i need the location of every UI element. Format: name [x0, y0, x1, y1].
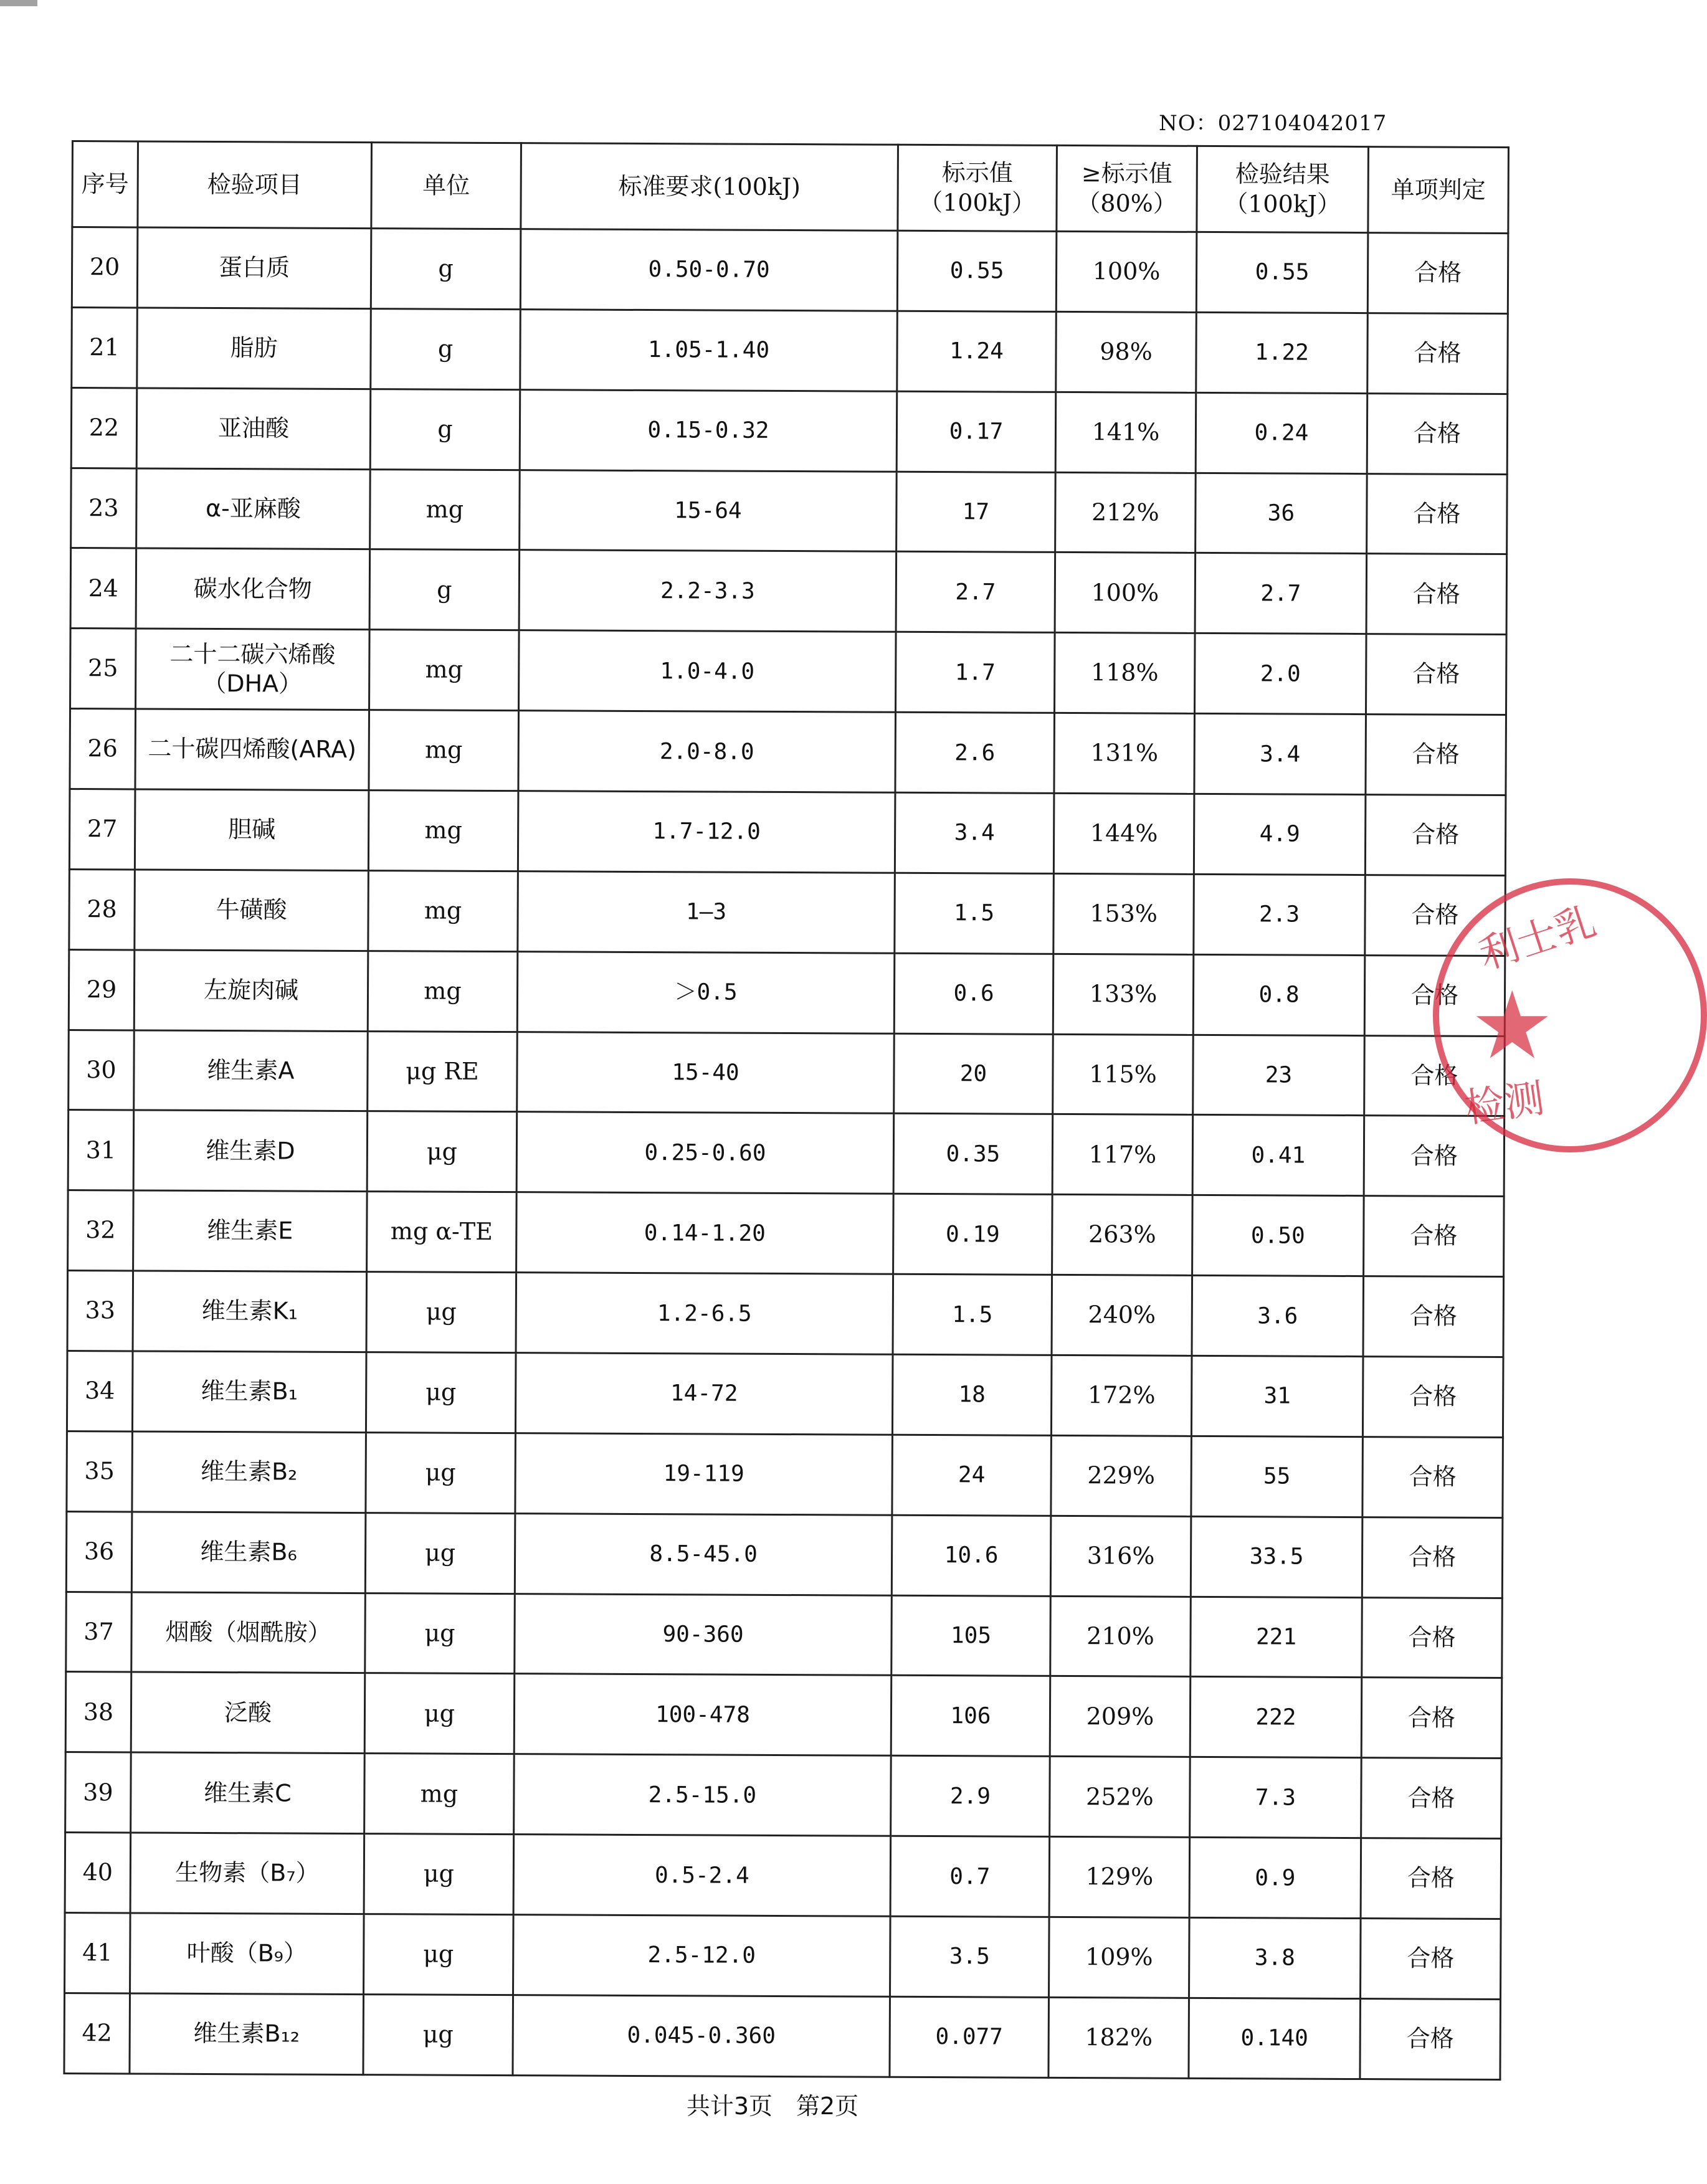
cell-standard: 8.5-45.0 [515, 1513, 892, 1595]
scan-artifact [0, 0, 37, 6]
cell-label-value: 24 [892, 1435, 1052, 1516]
table-row [69, 789, 1506, 876]
cell-ratio: 131% [1054, 713, 1195, 794]
cell-ratio: 118% [1055, 633, 1196, 714]
cell-unit: μg [364, 1673, 515, 1754]
cell-ratio: 172% [1051, 1355, 1192, 1436]
cell-label-value: 2.6 [895, 712, 1055, 793]
cell-unit: μg RE [368, 1031, 518, 1112]
cell-ratio: 109% [1049, 1917, 1190, 1998]
cell-unit: mg [368, 791, 518, 871]
header-label-value: 标示值 （100kJ） [898, 145, 1057, 231]
cell-standard: 0.045-0.360 [513, 1995, 890, 2077]
cell-result: 0.8 [1193, 954, 1365, 1035]
cell-ratio: 229% [1051, 1435, 1192, 1516]
table-row [70, 548, 1507, 635]
cell-seq: 29 [69, 949, 135, 1030]
cell-ratio: 115% [1053, 1034, 1194, 1115]
cell-item: 泛酸 [131, 1672, 365, 1753]
cell-seq: 28 [69, 869, 135, 949]
cell-item: 维生素B₆ [131, 1512, 366, 1593]
cell-item: 左旋肉碱 [134, 950, 368, 1031]
cell-judgment: 合格 [1361, 1838, 1501, 1919]
cell-ratio: 98% [1056, 311, 1197, 392]
cell-ratio: 129% [1049, 1837, 1190, 1918]
cell-result: 55 [1191, 1436, 1363, 1517]
table-row [71, 468, 1508, 554]
cell-standard: 2.5-12.0 [513, 1915, 891, 1996]
cell-ratio: 209% [1050, 1676, 1191, 1757]
cell-unit: g [370, 389, 520, 470]
cell-label-value: 1.5 [895, 873, 1054, 954]
inspection-results-table [63, 140, 1510, 2081]
cell-unit: μg [365, 1593, 515, 1674]
cell-judgment: 合格 [1366, 554, 1507, 635]
table-row [65, 1833, 1501, 1919]
cell-seq: 25 [70, 629, 136, 709]
cell-label-value: 2.9 [891, 1756, 1050, 1837]
cell-item: 维生素A [134, 1030, 368, 1111]
stamp-text-top: 利士乳 [1473, 898, 1602, 979]
cell-result: 2.3 [1194, 874, 1366, 955]
cell-label-value: 18 [892, 1354, 1052, 1435]
cell-label-value: 1.24 [897, 311, 1057, 392]
cell-unit: mg [368, 951, 518, 1032]
table-row [65, 1913, 1501, 2000]
cell-ratio: 117% [1052, 1114, 1193, 1195]
cell-judgment: 合格 [1363, 1276, 1504, 1357]
cell-label-value: 0.6 [894, 953, 1053, 1034]
table-row [65, 1752, 1502, 1839]
cell-seq: 42 [64, 1993, 130, 2074]
cell-standard: 0.50-0.70 [520, 229, 898, 311]
table-row [67, 1271, 1504, 1357]
cell-item: 维生素D [133, 1110, 368, 1191]
cell-seq: 32 [68, 1190, 134, 1271]
stamp-text-bottom: 检测 [1462, 1075, 1548, 1132]
table-row [68, 1110, 1505, 1197]
cell-item: 维生素C [131, 1752, 365, 1833]
cell-unit: mg [368, 870, 518, 951]
cell-judgment: 合格 [1365, 875, 1506, 956]
cell-item: 胆碱 [135, 789, 369, 870]
cell-label-value: 17 [896, 472, 1056, 553]
cell-item: 二十二碳六烯酸 （DHA） [136, 629, 370, 710]
cell-seq: 26 [70, 709, 136, 789]
table-row [70, 709, 1506, 795]
cell-label-value: 3.5 [890, 1916, 1050, 1997]
cell-item: 脂肪 [137, 308, 371, 389]
cell-result: 3.8 [1189, 1917, 1361, 1998]
cell-item: 二十碳四烯酸(ARA) [135, 709, 369, 790]
cell-standard: 14-72 [515, 1353, 893, 1435]
cell-result: 36 [1196, 473, 1367, 554]
cell-ratio: 100% [1055, 553, 1196, 634]
cell-item: 维生素E [133, 1190, 368, 1271]
cell-standard: 1.2-6.5 [516, 1273, 893, 1354]
cell-result: 0.41 [1192, 1115, 1364, 1196]
cell-unit: μg [366, 1352, 516, 1433]
cell-label-value: 0.17 [896, 391, 1056, 472]
table-row [64, 1993, 1501, 2079]
cell-standard: 1—3 [518, 871, 895, 953]
table-row [72, 227, 1508, 314]
cell-label-value: 3.4 [895, 792, 1054, 873]
cell-label-value: 105 [892, 1595, 1051, 1676]
cell-standard: 1.05-1.40 [520, 310, 898, 391]
header-judgment: 单项判定 [1368, 147, 1509, 234]
cell-ratio: 210% [1050, 1596, 1191, 1677]
cell-seq: 31 [68, 1110, 134, 1190]
cell-result: 2.0 [1195, 634, 1367, 715]
table-row [71, 387, 1508, 474]
cell-ratio: 240% [1052, 1275, 1192, 1356]
cell-judgment: 合格 [1361, 1919, 1501, 2000]
cell-unit: g [371, 308, 521, 389]
cell-judgment: 合格 [1367, 393, 1508, 474]
cell-unit: g [369, 549, 520, 630]
cell-result: 3.4 [1194, 714, 1366, 795]
cell-result: 23 [1193, 1035, 1365, 1116]
cell-judgment: 合格 [1360, 1998, 1501, 2079]
cell-result: 7.3 [1190, 1757, 1362, 1838]
table-row [69, 1030, 1505, 1116]
cell-seq: 30 [69, 1030, 135, 1110]
table-row [65, 1672, 1502, 1759]
cell-ratio: 144% [1053, 793, 1194, 874]
cell-seq: 41 [65, 1913, 131, 1993]
cell-item: 烟酸（烟酰胺） [131, 1592, 366, 1673]
cell-label-value: 0.7 [890, 1836, 1050, 1917]
table-row [69, 869, 1506, 956]
cell-unit: g [371, 229, 521, 310]
page-footer: 共计3页 第2页 [686, 2092, 859, 2120]
cell-judgment: 合格 [1362, 1436, 1503, 1517]
cell-label-value: 20 [894, 1033, 1053, 1114]
cell-seq: 23 [71, 468, 137, 548]
cell-seq: 33 [67, 1271, 133, 1351]
cell-judgment: 合格 [1366, 715, 1506, 795]
cell-standard: 0.15-0.32 [520, 389, 897, 471]
cell-unit: μg [364, 1914, 514, 1995]
cell-seq: 35 [67, 1431, 133, 1511]
cell-ratio: 212% [1055, 472, 1196, 553]
cell-label-value: 0.19 [893, 1194, 1053, 1275]
cell-judgment: 合格 [1362, 1357, 1503, 1438]
cell-seq: 22 [71, 387, 137, 468]
cell-ratio: 182% [1048, 1997, 1189, 2078]
cell-judgment: 合格 [1365, 795, 1506, 876]
cell-unit: μg [363, 1994, 513, 2075]
cell-judgment: 合格 [1364, 1035, 1505, 1116]
cell-unit: mg [369, 630, 520, 711]
cell-standard: 0.5-2.4 [513, 1835, 891, 1916]
cell-standard: 2.0-8.0 [518, 711, 896, 792]
table-header-row [72, 141, 1509, 234]
cell-item: 牛磺酸 [135, 870, 369, 951]
cell-judgment: 合格 [1367, 473, 1508, 554]
cell-label-value: 1.7 [896, 632, 1055, 713]
cell-judgment: 合格 [1367, 313, 1508, 394]
cell-standard: 15-64 [520, 470, 897, 551]
header-unit: 单位 [371, 143, 521, 229]
cell-standard: 1.7-12.0 [518, 791, 895, 873]
cell-ratio: 263% [1052, 1195, 1193, 1276]
cell-item: 生物素（B₇） [130, 1833, 364, 1914]
cell-standard: 90-360 [515, 1593, 892, 1675]
cell-seq: 40 [65, 1833, 131, 1913]
table-row [66, 1592, 1503, 1678]
cell-standard: 2.2-3.3 [519, 550, 896, 632]
cell-seq: 24 [70, 548, 136, 629]
table-row [67, 1351, 1503, 1438]
cell-ratio: 141% [1055, 392, 1196, 473]
cell-judgment: 合格 [1362, 1517, 1503, 1598]
cell-unit: μg [364, 1834, 514, 1915]
cell-result: 4.9 [1194, 794, 1366, 875]
cell-seq: 37 [66, 1592, 132, 1672]
cell-result: 31 [1191, 1356, 1363, 1436]
cell-ratio: 316% [1050, 1516, 1191, 1597]
table-row [66, 1511, 1503, 1598]
cell-result: 221 [1191, 1597, 1362, 1678]
cell-ratio: 153% [1053, 873, 1194, 954]
cell-judgment: 合格 [1361, 1758, 1502, 1839]
cell-item: 碳水化合物 [136, 548, 370, 629]
cell-seq: 21 [72, 307, 138, 387]
cell-judgment: 合格 [1362, 1597, 1503, 1678]
cell-result: 3.6 [1192, 1276, 1364, 1357]
cell-standard: 19-119 [515, 1433, 893, 1515]
cell-label-value: 106 [891, 1676, 1050, 1757]
cell-standard: 0.14-1.20 [516, 1192, 894, 1274]
cell-seq: 34 [67, 1351, 133, 1431]
cell-item: 亚油酸 [136, 388, 371, 469]
header-seq: 序号 [72, 141, 138, 227]
cell-label-value: 10.6 [892, 1515, 1051, 1596]
cell-judgment: 合格 [1364, 955, 1505, 1036]
cell-ratio: 100% [1056, 231, 1197, 312]
cell-judgment: 合格 [1366, 634, 1506, 715]
cell-unit: mg [370, 469, 520, 550]
cell-judgment: 合格 [1367, 233, 1508, 314]
cell-seq: 38 [65, 1672, 131, 1752]
header-result: 检验结果 （100kJ） [1197, 146, 1369, 232]
cell-label-value: 0.35 [893, 1114, 1053, 1195]
cell-result: 2.7 [1195, 553, 1367, 634]
table-body [64, 227, 1508, 2080]
cell-item: 维生素B₁ [132, 1351, 366, 1432]
cell-item: α-亚麻酸 [136, 468, 371, 549]
cell-item: 维生素B₂ [132, 1431, 366, 1512]
cell-judgment: 合格 [1364, 1196, 1505, 1277]
cell-item: 蛋白质 [137, 227, 371, 308]
cell-judgment: 合格 [1361, 1678, 1502, 1759]
cell-unit: μg [366, 1272, 516, 1353]
cell-ratio: 252% [1050, 1757, 1191, 1838]
cell-result: 1.22 [1196, 312, 1368, 393]
cell-judgment: 合格 [1364, 1116, 1505, 1197]
table-row [69, 949, 1505, 1036]
cell-result: 0.9 [1189, 1838, 1361, 1919]
cell-unit: μg [367, 1111, 517, 1192]
cell-result: 222 [1190, 1677, 1362, 1758]
table-row [70, 629, 1507, 715]
header-ratio: ≥标示值 （80%） [1057, 145, 1197, 232]
cell-unit: μg [366, 1432, 516, 1513]
cell-item: 维生素B₁₂ [130, 1993, 364, 2075]
cell-standard: 2.5-15.0 [514, 1754, 892, 1836]
table-row [67, 1431, 1503, 1517]
cell-label-value: 0.077 [890, 1996, 1049, 2077]
cell-label-value: 2.7 [896, 552, 1055, 633]
cell-seq: 27 [69, 789, 135, 870]
cell-standard: 0.25-0.60 [516, 1112, 894, 1194]
cell-label-value: 0.55 [897, 230, 1057, 311]
cell-standard: ＞0.5 [517, 951, 895, 1033]
cell-unit: mg [369, 710, 519, 791]
cell-standard: 1.0-4.0 [519, 630, 896, 712]
cell-result: 0.50 [1192, 1195, 1364, 1276]
header-standard: 标准要求(100kJ) [521, 143, 898, 231]
cell-unit: mg α-TE [367, 1192, 517, 1273]
cell-unit: μg [365, 1512, 515, 1593]
table-row [68, 1190, 1505, 1277]
cell-unit: mg [364, 1754, 515, 1835]
cell-item: 维生素K₁ [133, 1271, 367, 1352]
cell-standard: 15-40 [517, 1032, 895, 1113]
cell-label-value: 1.5 [893, 1274, 1052, 1355]
cell-seq: 20 [72, 227, 138, 308]
table-row [72, 307, 1508, 394]
cell-result: 0.55 [1196, 232, 1368, 313]
cell-item: 叶酸（B₉） [130, 1913, 364, 1994]
cell-ratio: 133% [1053, 954, 1194, 1035]
cell-standard: 100-478 [514, 1674, 892, 1755]
cell-result: 0.140 [1189, 1998, 1361, 2079]
cell-result: 33.5 [1191, 1516, 1362, 1597]
cell-seq: 39 [65, 1752, 131, 1833]
cell-result: 0.24 [1196, 392, 1367, 473]
document-number: NO：027104042017 [1159, 111, 1387, 136]
star-icon: ★ [1470, 972, 1554, 1080]
cell-seq: 36 [66, 1511, 132, 1592]
header-item: 检验项目 [138, 141, 372, 229]
